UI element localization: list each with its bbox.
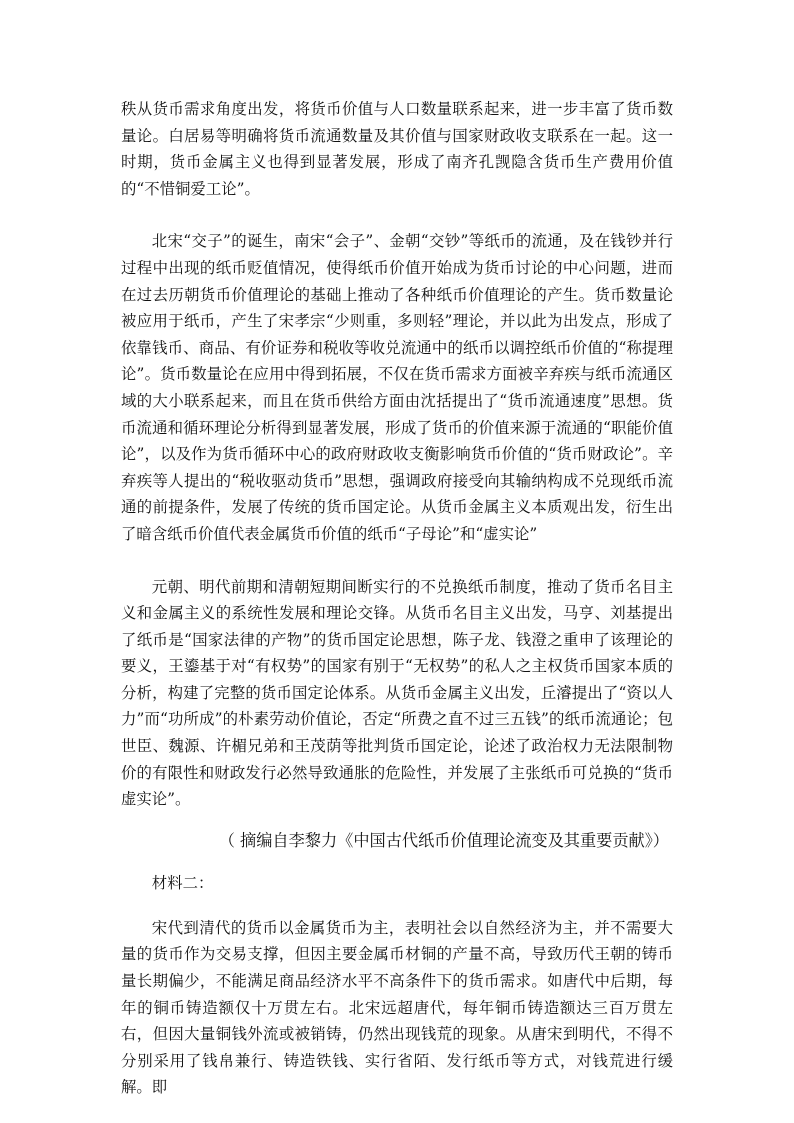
paragraph-1: 秩从货币需求角度出发，将货币价值与人口数量联系起来，进一步丰富了货币数量论。白居易等明确将货币流通数量及其价值与国家财政收支联系在一起。这一时期，货币金属主义也得到显著发展，形成了南齐孔觊隐含货币生产费用价值的“不惜铜爱工论”。 (121, 100, 673, 198)
paragraph-3: 元朝、明代前期和清朝短期间断实行的不兑换纸币制度，推动了货币名目主义和金属主义的系统性发展和理论交锋。从货币名目主义出发，马亨、刘基提出了纸币是“国家法律的产物”的货币国定论思想，陈子龙、钱澄之重申了该理论的要义，王鎏基于对“有权势”的国家有别于“无权势”的私人之主权货币国家本质的分析，构建了完整的货币国定论体系。从货币金属主义出发，丘濬提出了“资以人力”而“功所成”的朴素劳动价值论，否定“所费之直不过三五钱”的纸币流通论；包世臣、魏源、许楣兄弟和王茂荫等批判货币国定论，论述了政治权力无法限制物价的有限性和财政发行必然导致通胀的危险性，并发展了主张纸币可兑换的“货币虚实论”。 (121, 577, 673, 809)
paragraph-gap (121, 813, 673, 829)
paragraph-gap (121, 548, 673, 574)
paragraph-gap (121, 202, 673, 228)
paragraph-2: 北宋“交子”的诞生，南宋“会子”、金朝“交钞”等纸币的流通，及在钱钞并行过程中出现的纸币贬值情况，使得纸币价值开始成为货币讨论的中心问题，进而在过去历朝货币价值理论的基础上推动了各种纸币价值理论的产生。货币数量论被应用于纸币，产生了宋孝宗“少则重，多则轻”理论，并以此为出发点，形成了依靠钱币、商品、有价证券和税收等收兑流通中的纸币以调控纸币价值的“称提理论”。货币数量论在应用中得到拓展，不仅在货币需求方面被辛弃疾与纸币流通区域的大小联系起来，而且在货币供给方面由沈括提出了“货币流通速度”思想。货币流通和循环理论分析得到显著发展，形成了货币的价值来源于流通的“职能价值论”，以及作为货币循环中心的政府财政收支衡影响货币价值的“货币财政论”。辛弃疾等人提出的“税收驱动货币”思想，强调政府接受向其输纳构成不兑现纸币流通的前提条件，发展了传统的货币国定论。从货币金属主义本质观出发，衍生出了暗含纸币价值代表金属货币价值的纸币“子母论”和“虚实论” (121, 232, 673, 543)
material-two-heading: 材料二： (151, 873, 214, 892)
paragraph-4: 宋代到清代的货币以金属货币为主，表明社会以自然经济为主，并不需要大量的货币作为交易支撑，但因主要金属币材铜的产量不高，导致历代王朝的铸币量长期偏少，不能满足商品经济水平不高条件下的货币需求。如唐代中后期，每年的铜币铸造额仅十万贯左右。北宋远超唐代，每年铜币铸造额达三百万贯左右，但因大量铜钱外流或被销铸，仍然出现钱荒的现象。从唐宋到明代，不得不分别采用了钱帛兼行、铸造铁钱、实行省陌、发行纸币等方式，对钱荒进行缓解。即 (121, 918, 673, 1097)
source-citation: （ 摘编自李黎力《中国古代纸币价值理论流变及其重要贡献》） (218, 830, 669, 850)
paragraph-gap (121, 853, 673, 871)
paragraph-gap (121, 895, 673, 915)
document-page (121, 96, 673, 1101)
